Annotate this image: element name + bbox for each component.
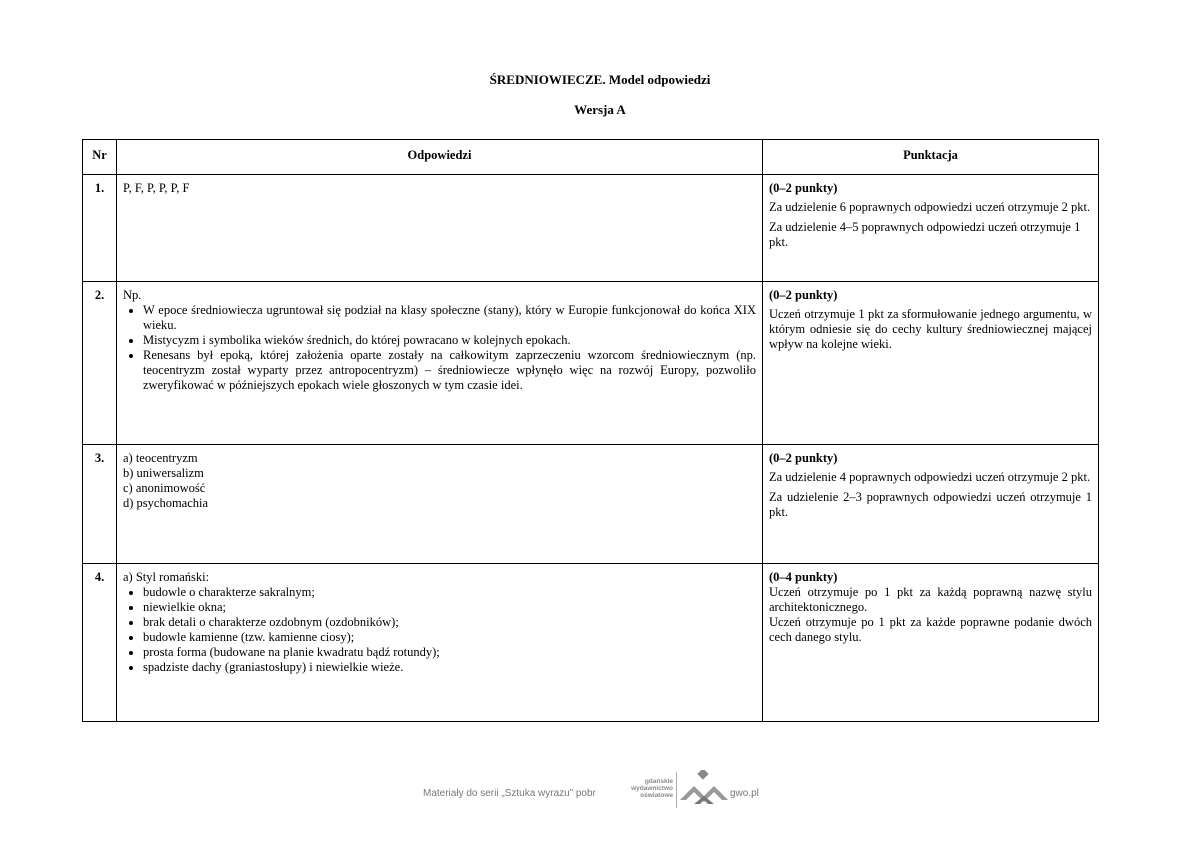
- table-row: [83, 282, 1099, 445]
- list-item: • spadziste dachy (graniastosłupy) i niewielkie wieże.: [143, 660, 756, 675]
- answer-cell: [117, 282, 763, 445]
- scoring-rule: Za udzielenie 2–3 poprawnych odpowiedzi uczeń otrzymuje 1 pkt.: [769, 490, 1092, 519]
- answer-line: c) anonimowość: [123, 481, 206, 495]
- footer-text: Materiały do serii „Sztuka wyrazu” pobr: [423, 788, 596, 799]
- answer-cell: [117, 175, 763, 282]
- answer-cell: [117, 445, 763, 564]
- points-range: (0–2 punkty): [769, 181, 838, 195]
- scoring-rule: Za udzielenie 4 poprawnych odpowiedzi uczeń otrzymuje 2 pkt.: [769, 470, 1091, 484]
- scoring-rule: Za udzielenie 4–5 poprawnych odpowiedzi uczeń otrzymuje 1 pkt.: [769, 220, 1081, 249]
- points-cell: [763, 564, 1099, 722]
- list-item: • budowle kamienne (tzw. kamienne ciosy);: [143, 630, 756, 645]
- table-header-row: [83, 140, 1099, 175]
- row-number: 4.: [83, 564, 117, 722]
- answer-text: P, F, P, P, P, F: [123, 181, 190, 195]
- list-item: • W epoce średniowiecza ugruntował się podział na klasy społeczne (stany), który w Europie funkcjonował do końca XIX wieku.: [143, 303, 756, 333]
- table-row: [83, 564, 1099, 722]
- row-number: 1.: [83, 175, 117, 282]
- answer-key-table: [82, 139, 1099, 722]
- scoring-rule: Uczeń otrzymuje po 1 pkt za każde poprawne podanie dwóch cech danego stylu.: [769, 615, 1092, 644]
- list-item: • niewielkie okna;: [143, 600, 756, 615]
- list-item: • Mistycyzm i symbolika wieków średnich, do której powracano w kolejnych epokach.: [143, 333, 756, 348]
- row-number: 2.: [83, 282, 117, 445]
- publisher-line: gdańskie: [644, 778, 673, 785]
- table-row: [83, 175, 1099, 282]
- scoring-rule: Za udzielenie 6 poprawnych odpowiedzi uczeń otrzymuje 2 pkt.: [769, 200, 1091, 214]
- answer-list: [123, 303, 756, 393]
- list-item: • prosta forma (budowane na planie kwadratu bądź rotundy);: [143, 645, 756, 660]
- footer-divider: [676, 772, 677, 808]
- points-range: (0–2 punkty): [769, 288, 838, 302]
- answer-line: a) teocentryzm: [123, 451, 198, 465]
- answer-intro: Np.: [123, 288, 142, 302]
- column-header-odpowiedzi: Odpowiedzi: [117, 140, 763, 175]
- publisher-name: [619, 778, 673, 799]
- column-header-nr: Nr: [83, 140, 117, 175]
- table-row: [83, 445, 1099, 564]
- list-item: • brak detali o charakterze ozdobnym (ozdobników);: [143, 615, 756, 630]
- document-title: ŚREDNIOWIECZE. Model odpowiedzi: [489, 72, 711, 87]
- publisher-line: wydawnictwo: [631, 785, 673, 792]
- scoring-rule: Uczeń otrzymuje 1 pkt za sformułowanie jednego argumentu, w którym odniesie się do cechy kultury średniowiecznej mającej wpływ na kolejne wieki.: [769, 307, 1092, 351]
- scoring-rule: Uczeń otrzymuje po 1 pkt za każdą poprawną nazwę stylu architektonicznego.: [769, 585, 1092, 614]
- points-cell: [763, 282, 1099, 445]
- list-item: • budowle o charakterze sakralnym;: [143, 585, 756, 600]
- points-cell: [763, 445, 1099, 564]
- answer-intro: a) Styl romański:: [123, 570, 210, 584]
- answer-line: b) uniwersalizm: [123, 466, 204, 480]
- publisher-line: oświatowe: [640, 792, 673, 799]
- page-footer: [0, 770, 1200, 820]
- column-header-punktacja: Punktacja: [763, 140, 1099, 175]
- answer-list: [123, 585, 756, 675]
- row-number: 3.: [83, 445, 117, 564]
- list-item: • Renesans był epoką, której założenia oparte zostały na całkowitym zaprzeczeniu wzorcom średniowiecznym (np. teocentryzm został wyparty przez antropocentryzm) – średniowiecze wpłynęło więc na rozwój Europy, pozwoliło zweryfikować w późniejszych epokach wiele głoszonych w tym czasie idei.: [143, 348, 756, 393]
- gwo-logo-icon: [678, 770, 730, 810]
- points-range: (0–2 punkty): [769, 451, 838, 465]
- footer-domain: gwo.pl: [730, 788, 759, 799]
- points-cell: [763, 175, 1099, 282]
- points-range: (0–4 punkty): [769, 570, 838, 584]
- answer-cell: [117, 564, 763, 722]
- answer-line: d) psychomachia: [123, 496, 209, 510]
- document-subtitle: Wersja A: [574, 102, 626, 117]
